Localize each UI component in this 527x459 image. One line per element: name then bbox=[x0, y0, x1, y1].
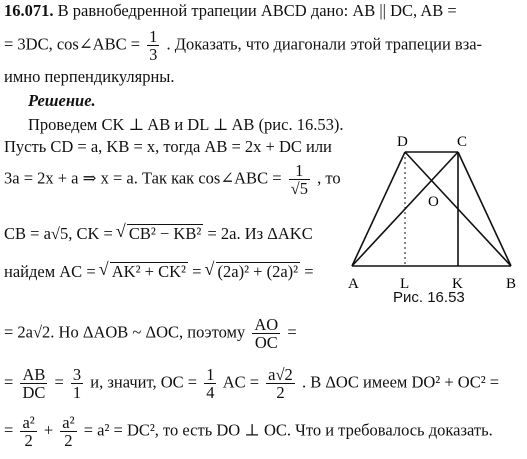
frac-num: 1 bbox=[206, 365, 215, 384]
frac-den: DC bbox=[22, 383, 46, 403]
s5-text-b: = bbox=[304, 262, 314, 281]
s7-text-b: и, значит, OC = bbox=[90, 372, 198, 392]
frac-num: a√2 bbox=[268, 365, 293, 384]
solution-line-6 bbox=[4, 316, 297, 352]
sqrt-ac-1 bbox=[100, 262, 188, 281]
radicand: (2a)² + (2a)² bbox=[217, 262, 299, 281]
s8-text-b: = a² = DC², то есть DO ⊥ OC. Что и требовалось доказать. bbox=[83, 420, 493, 440]
solution-line-7 bbox=[4, 366, 499, 402]
problem-text-3: имно перпендикулярны. bbox=[4, 67, 175, 86]
solution-line-8 bbox=[4, 414, 493, 450]
fraction-ab-dc bbox=[20, 366, 47, 402]
s3-text-a: 3a = 2x + a ⇒ x = a. Так как cos∠ABC = bbox=[4, 168, 282, 188]
side-cb bbox=[458, 152, 511, 266]
frac-den: 1 bbox=[72, 383, 82, 403]
frac-den: 4 bbox=[206, 383, 215, 403]
radicand: AK² + CK² bbox=[111, 262, 186, 281]
figure-caption: Рис. 16.53 bbox=[393, 289, 465, 306]
problem-line-1 bbox=[4, 2, 457, 20]
s3-text-b: , то bbox=[317, 168, 341, 188]
solution-line-2: Пусть CD = a, KB = x, тогда AB = 2x + DC или bbox=[4, 137, 332, 156]
s8-text-a: = bbox=[4, 420, 14, 440]
s7-text-a: = bbox=[4, 372, 14, 392]
s7-text-c: AC = bbox=[222, 372, 260, 392]
s5-text-a: найдем AC = bbox=[4, 262, 96, 281]
frac-num: 1 bbox=[149, 27, 158, 46]
solution-line-1: Проведем CK ⊥ AB и DL ⊥ AB (рис. 16.53). bbox=[28, 115, 344, 134]
side-ad bbox=[352, 152, 405, 266]
sqrt-ac-2 bbox=[206, 262, 301, 281]
label-k: K bbox=[452, 276, 463, 292]
frac-den: 2 bbox=[24, 431, 33, 451]
fraction-a2-2-first bbox=[20, 414, 36, 450]
problem-number: 16.071. bbox=[4, 1, 54, 20]
fraction-a-sqrt2-2 bbox=[266, 366, 295, 402]
s5-eq: = bbox=[192, 262, 202, 281]
frac-den: OC bbox=[254, 333, 278, 353]
s4-text-a: CB = a√5, CK = bbox=[4, 224, 113, 243]
s6-text-b: = bbox=[287, 322, 297, 342]
fraction-one-third bbox=[147, 28, 159, 64]
s8-plus: + bbox=[43, 420, 54, 440]
fraction-3-1 bbox=[71, 366, 83, 402]
radicand: CB² − KB² bbox=[128, 224, 202, 243]
fraction-1-over-sqrt5 bbox=[289, 162, 310, 198]
problem-text-1: В равнобедренной трапеции ABCD дано: AB || DC, AB = bbox=[57, 1, 457, 20]
frac-den: 2 bbox=[64, 431, 73, 451]
solution-line-3 bbox=[4, 162, 341, 198]
fraction-1-4 bbox=[204, 366, 216, 402]
problem-line-3 bbox=[4, 68, 175, 86]
problem-line-2 bbox=[4, 28, 482, 64]
frac-num: 1 bbox=[289, 162, 310, 180]
problem-text-2a: = 3DC, cos∠ABC = bbox=[4, 34, 141, 54]
fraction-a2-2-second bbox=[60, 414, 76, 450]
frac-num: a² bbox=[22, 413, 35, 432]
s4-text-b: = 2a. Из ΔAKC bbox=[207, 224, 313, 243]
solution-line-5 bbox=[4, 262, 314, 281]
frac-num: 3 bbox=[72, 365, 82, 384]
trapezoid-figure bbox=[340, 108, 525, 318]
frac-den: √5 bbox=[290, 179, 308, 199]
frac-num: a² bbox=[62, 413, 75, 432]
frac-den: 2 bbox=[276, 383, 285, 403]
label-a: A bbox=[348, 276, 359, 292]
frac-num: AB bbox=[22, 365, 46, 384]
label-c: C bbox=[457, 134, 468, 150]
frac-den: 3 bbox=[149, 45, 158, 65]
solution-heading: Решение. bbox=[28, 91, 96, 110]
sqrt-ck bbox=[117, 224, 203, 243]
solution-line-4 bbox=[4, 224, 313, 243]
problem-text-2b: . Доказать, что диагонали этой трапеции вза- bbox=[166, 34, 483, 54]
s6-text-a: = 2a√2. Но ΔAOB ~ ΔOC, поэтому bbox=[4, 322, 246, 342]
fraction-ao-oc bbox=[252, 316, 280, 352]
label-d: D bbox=[397, 134, 408, 150]
frac-num: AO bbox=[254, 315, 279, 334]
label-o: O bbox=[428, 194, 439, 210]
s7-text-d: . В ΔOC имеем DO² + OC² = bbox=[301, 372, 500, 392]
label-b: B bbox=[506, 276, 517, 292]
label-l: L bbox=[400, 276, 410, 292]
s7-eq: = bbox=[54, 372, 64, 392]
